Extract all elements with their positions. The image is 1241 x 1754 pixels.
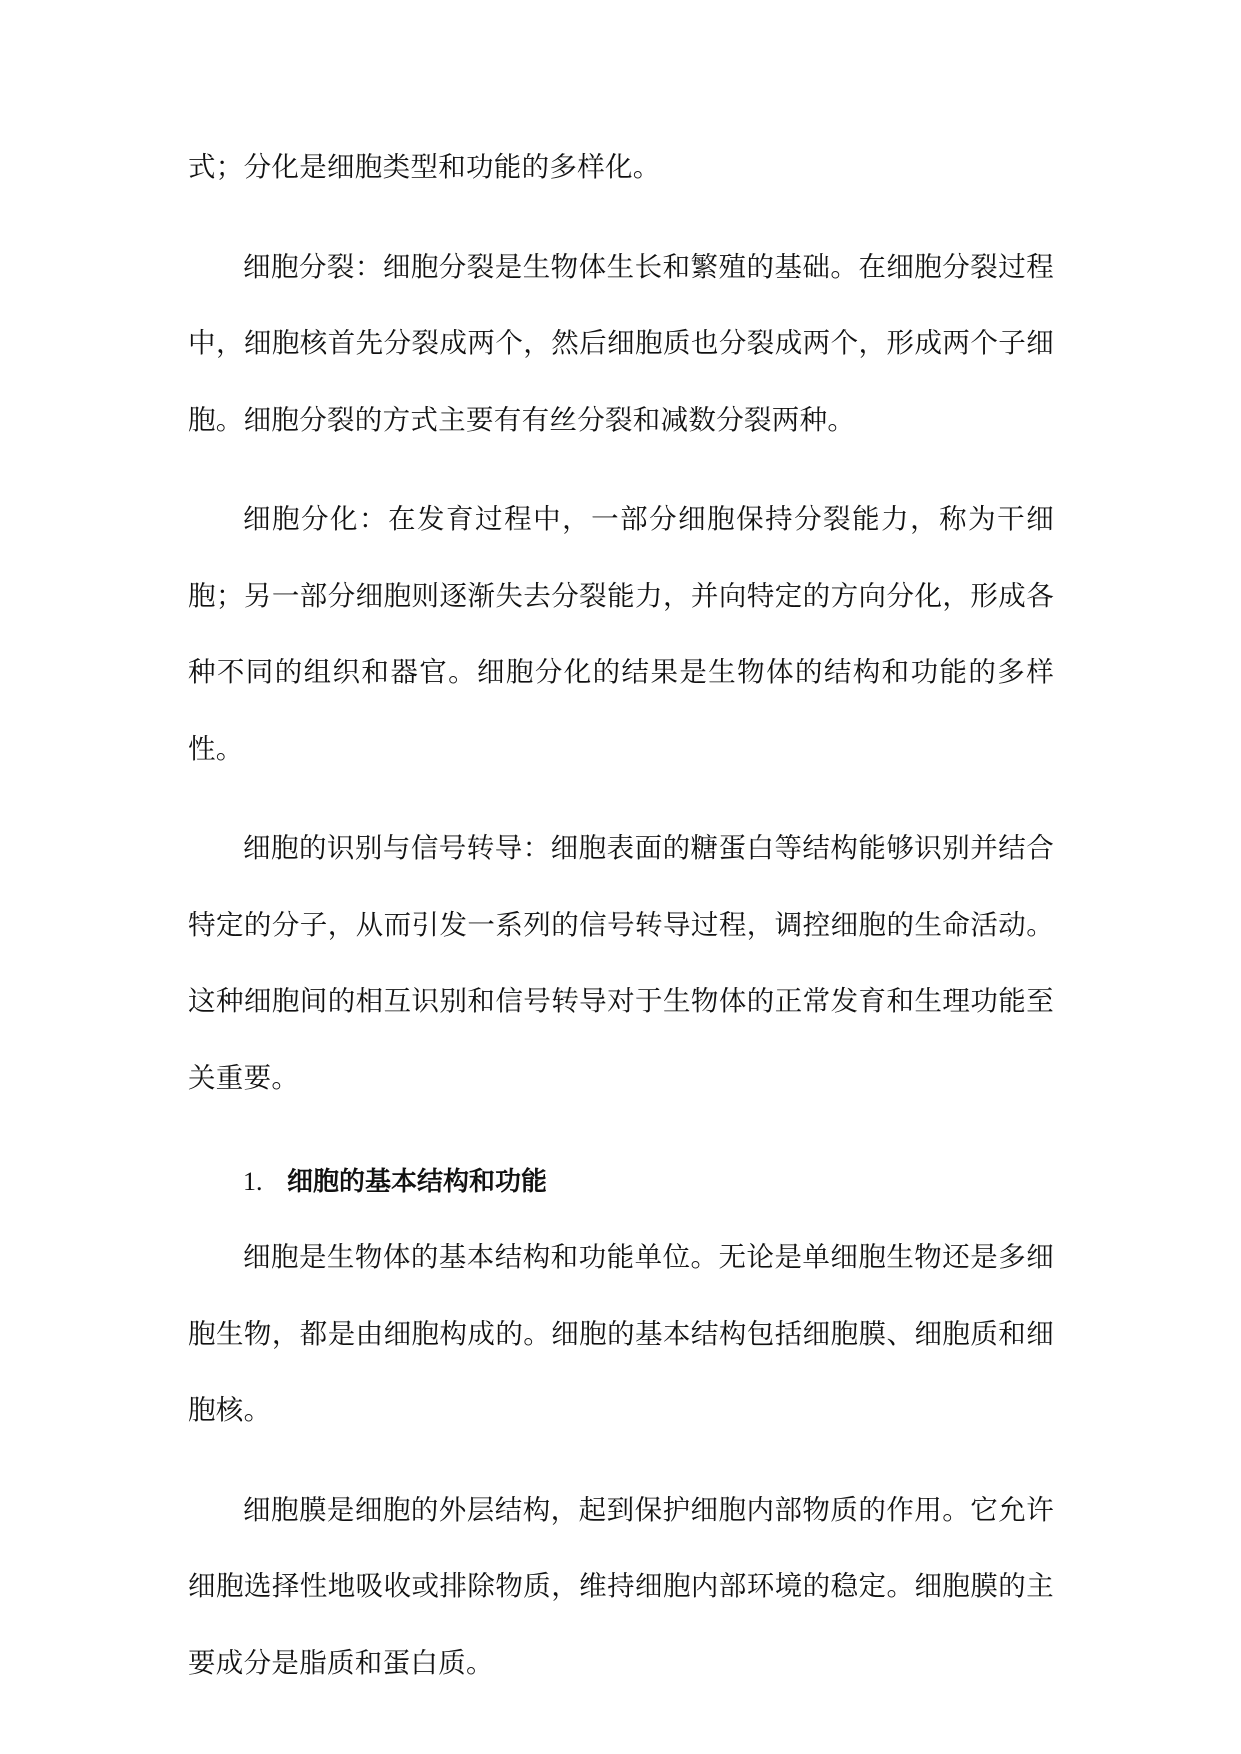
- paragraph-basic-structure: 细胞是生物体的基本结构和功能单位。无论是单细胞生物还是多细胞生物，都是由细胞构成的。细胞的基本结构包括细胞膜、细胞质和细胞核。: [188, 1241, 1054, 1426]
- paragraph-continuation: 式；分化是细胞类型和功能的多样化。: [188, 151, 661, 183]
- paragraph-cell-membrane: 细胞膜是细胞的外层结构，起到保护细胞内部物质的作用。它允许细胞选择性地吸收或排除物质，维持细胞内部环境的稳定。细胞膜的主要成分是脂质和蛋白质。: [188, 1493, 1054, 1679]
- paragraph-cell-division: 细胞分裂：细胞分裂是生物体生长和繁殖的基础。在细胞分裂过程中，细胞核首先分裂成两个，然后细胞质也分裂成两个，形成两个子细胞。细胞分裂的方式主要有有丝分裂和减数分裂两种。: [188, 250, 1054, 436]
- paragraph-cell-differentiation: 细胞分化：在发育过程中，一部分细胞保持分裂能力，称为干细胞；另一部分细胞则逐渐失去分裂能力，并向特定的方向分化，形成各种不同的组织和器官。细胞分化的结果是生物体的结构和功能的多样性。: [188, 503, 1054, 765]
- paragraph-cell-signaling: 细胞的识别与信号转导：细胞表面的糖蛋白等结构能够识别并结合特定的分子，从而引发一系列的信号转导过程，调控细胞的生命活动。这种细胞间的相互识别和信号转导对于生物体的正常发育和生理功能至关重要。: [188, 832, 1054, 1094]
- document-body: [188, 142, 1054, 1724]
- section-number: 1.: [243, 1167, 263, 1196]
- section-title: 细胞的基本结构和功能: [287, 1167, 548, 1197]
- section-heading: [188, 1157, 1054, 1207]
